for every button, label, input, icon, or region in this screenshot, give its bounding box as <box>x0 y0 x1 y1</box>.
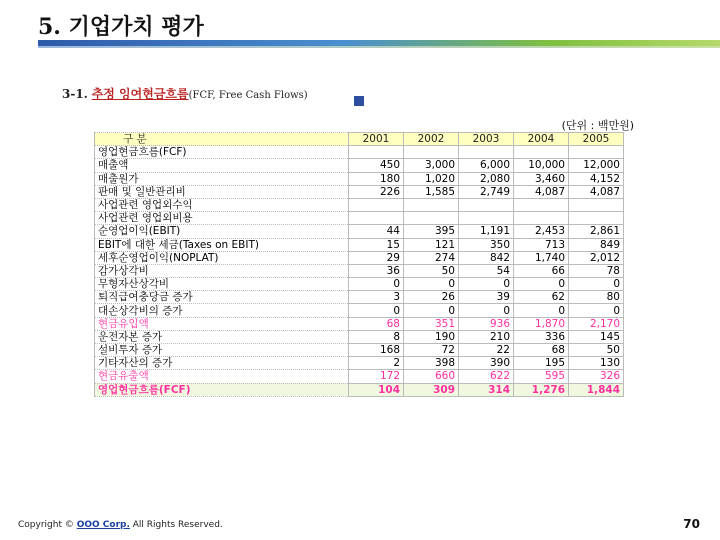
row-value: 130 <box>569 357 624 370</box>
table-row <box>95 146 624 159</box>
row-value: 1,844 <box>569 383 624 396</box>
row-label: 기타자산의 증가 <box>95 357 349 370</box>
row-value: 2,861 <box>569 225 624 238</box>
row-value: 849 <box>569 238 624 251</box>
row-value: 50 <box>569 344 624 357</box>
row-value: 121 <box>404 238 459 251</box>
row-label: 사업관련 영업외수익 <box>95 198 349 211</box>
row-value: 2,080 <box>459 172 514 185</box>
table-row <box>95 185 624 198</box>
row-value: 36 <box>349 264 404 277</box>
row-value: 1,276 <box>514 383 569 396</box>
row-value: 351 <box>404 317 459 330</box>
row-value <box>569 198 624 211</box>
row-label: 설비투자 증가 <box>95 344 349 357</box>
row-value: 172 <box>349 370 404 383</box>
subtitle-number: 3-1. <box>62 87 88 101</box>
row-value: 4,087 <box>569 185 624 198</box>
page-number: 70 <box>683 517 700 531</box>
row-value: 2,453 <box>514 225 569 238</box>
subtitle-korean: 추정 잉여현금흐름 <box>91 87 189 101</box>
row-value: 0 <box>569 278 624 291</box>
row-value: 78 <box>569 264 624 277</box>
row-value: 168 <box>349 344 404 357</box>
subtitle-english: (FCF, Free Cash Flows) <box>188 90 308 101</box>
row-value: 6,000 <box>459 159 514 172</box>
table-row <box>95 212 624 225</box>
row-value: 50 <box>404 264 459 277</box>
row-value: 274 <box>404 251 459 264</box>
row-value: 336 <box>514 330 569 343</box>
row-value: 226 <box>349 185 404 198</box>
row-value: 0 <box>349 278 404 291</box>
row-label: 영업현금흐름(FCF) <box>95 383 349 396</box>
row-value: 68 <box>514 344 569 357</box>
row-value: 80 <box>569 291 624 304</box>
row-value: 1,870 <box>514 317 569 330</box>
row-value: 622 <box>459 370 514 383</box>
row-value <box>459 212 514 225</box>
table-row <box>95 278 624 291</box>
row-label: 현금유출액 <box>95 370 349 383</box>
table-row <box>95 291 624 304</box>
table-row <box>95 238 624 251</box>
row-value: 44 <box>349 225 404 238</box>
row-label: EBIT에 대한 세금(Taxes on EBIT) <box>95 238 349 251</box>
row-value: 595 <box>514 370 569 383</box>
table-row <box>95 159 624 172</box>
row-value: 29 <box>349 251 404 264</box>
row-value: 66 <box>514 264 569 277</box>
page-title: 5. 기업가치 평가 <box>38 14 204 40</box>
table-row <box>95 344 624 357</box>
row-value <box>349 146 404 159</box>
row-value: 2 <box>349 357 404 370</box>
row-value: 1,740 <box>514 251 569 264</box>
table-row <box>95 172 624 185</box>
row-value: 2,012 <box>569 251 624 264</box>
row-value: 1,191 <box>459 225 514 238</box>
row-label: 감가상각비 <box>95 264 349 277</box>
row-value: 2,749 <box>459 185 514 198</box>
header-year: 2001 <box>349 133 404 146</box>
header-year: 2002 <box>404 133 459 146</box>
row-value: 68 <box>349 317 404 330</box>
row-value: 62 <box>514 291 569 304</box>
row-value: 145 <box>569 330 624 343</box>
row-value: 350 <box>459 238 514 251</box>
row-value: 15 <box>349 238 404 251</box>
row-value: 0 <box>349 304 404 317</box>
unit-label: (단위 : 백만원) <box>561 119 634 132</box>
row-value: 3,460 <box>514 172 569 185</box>
table-row <box>95 357 624 370</box>
row-value: 0 <box>514 278 569 291</box>
row-value <box>514 198 569 211</box>
table-row <box>95 198 624 211</box>
header-label: 구 분 <box>95 133 349 146</box>
section-subtitle <box>62 85 308 102</box>
row-value: 3,000 <box>404 159 459 172</box>
table-row <box>95 264 624 277</box>
row-value: 3 <box>349 291 404 304</box>
row-value: 12,000 <box>569 159 624 172</box>
row-value: 936 <box>459 317 514 330</box>
copyright-corp: OOO Corp. <box>76 520 130 530</box>
row-value: 54 <box>459 264 514 277</box>
header-year: 2004 <box>514 133 569 146</box>
row-label: 퇴직급여충당금 증가 <box>95 291 349 304</box>
row-value: 395 <box>404 225 459 238</box>
title-underline-bar-light <box>38 46 720 48</box>
row-value: 0 <box>569 304 624 317</box>
row-value <box>404 146 459 159</box>
square-bullet-icon <box>354 96 364 106</box>
row-value: 398 <box>404 357 459 370</box>
row-label: 대손상각비의 증가 <box>95 304 349 317</box>
row-value: 104 <box>349 383 404 396</box>
row-value: 4,152 <box>569 172 624 185</box>
table-header-row <box>95 133 624 146</box>
copyright-suffix: All Rights Reserved. <box>129 520 223 530</box>
row-value: 713 <box>514 238 569 251</box>
table-row <box>95 225 624 238</box>
row-value: 0 <box>459 304 514 317</box>
row-value: 326 <box>569 370 624 383</box>
row-value: 0 <box>404 304 459 317</box>
row-value <box>404 212 459 225</box>
row-value: 2,170 <box>569 317 624 330</box>
row-value: 0 <box>404 278 459 291</box>
copyright-prefix: Copyright © <box>18 520 77 530</box>
row-label: 무형자산상각비 <box>95 278 349 291</box>
row-label: 매출액 <box>95 159 349 172</box>
row-value: 309 <box>404 383 459 396</box>
table-row <box>95 370 624 383</box>
row-label: 순영업이익(EBIT) <box>95 225 349 238</box>
row-value: 190 <box>404 330 459 343</box>
row-value <box>569 212 624 225</box>
row-label: 세후순영업이익(NOPLAT) <box>95 251 349 264</box>
fcf-table <box>94 132 624 397</box>
row-value <box>459 146 514 159</box>
row-label: 현금유입액 <box>95 317 349 330</box>
table-row <box>95 304 624 317</box>
header-year: 2005 <box>569 133 624 146</box>
row-value: 39 <box>459 291 514 304</box>
row-value: 26 <box>404 291 459 304</box>
row-value: 8 <box>349 330 404 343</box>
row-value: 0 <box>514 304 569 317</box>
row-value: 314 <box>459 383 514 396</box>
row-value: 72 <box>404 344 459 357</box>
row-value <box>349 212 404 225</box>
row-value: 22 <box>459 344 514 357</box>
row-value <box>404 198 459 211</box>
table-row <box>95 330 624 343</box>
header-year: 2003 <box>459 133 514 146</box>
row-value: 0 <box>459 278 514 291</box>
row-value: 660 <box>404 370 459 383</box>
row-value <box>514 146 569 159</box>
row-value <box>349 198 404 211</box>
row-value: 10,000 <box>514 159 569 172</box>
row-value: 450 <box>349 159 404 172</box>
row-label: 판매 및 일반관리비 <box>95 185 349 198</box>
row-value: 1,020 <box>404 172 459 185</box>
row-label: 영업현금흐름(FCF) <box>95 146 349 159</box>
row-value: 842 <box>459 251 514 264</box>
row-value: 180 <box>349 172 404 185</box>
row-value <box>514 212 569 225</box>
row-label: 운전자본 증가 <box>95 330 349 343</box>
row-value: 390 <box>459 357 514 370</box>
row-label: 사업관련 영업외비용 <box>95 212 349 225</box>
table-row <box>95 317 624 330</box>
row-value: 195 <box>514 357 569 370</box>
copyright-footer <box>18 520 223 530</box>
row-value <box>569 146 624 159</box>
row-value: 210 <box>459 330 514 343</box>
row-value: 4,087 <box>514 185 569 198</box>
row-value <box>459 198 514 211</box>
table-row <box>95 383 624 396</box>
row-label: 매출원가 <box>95 172 349 185</box>
row-value: 1,585 <box>404 185 459 198</box>
table-row <box>95 251 624 264</box>
